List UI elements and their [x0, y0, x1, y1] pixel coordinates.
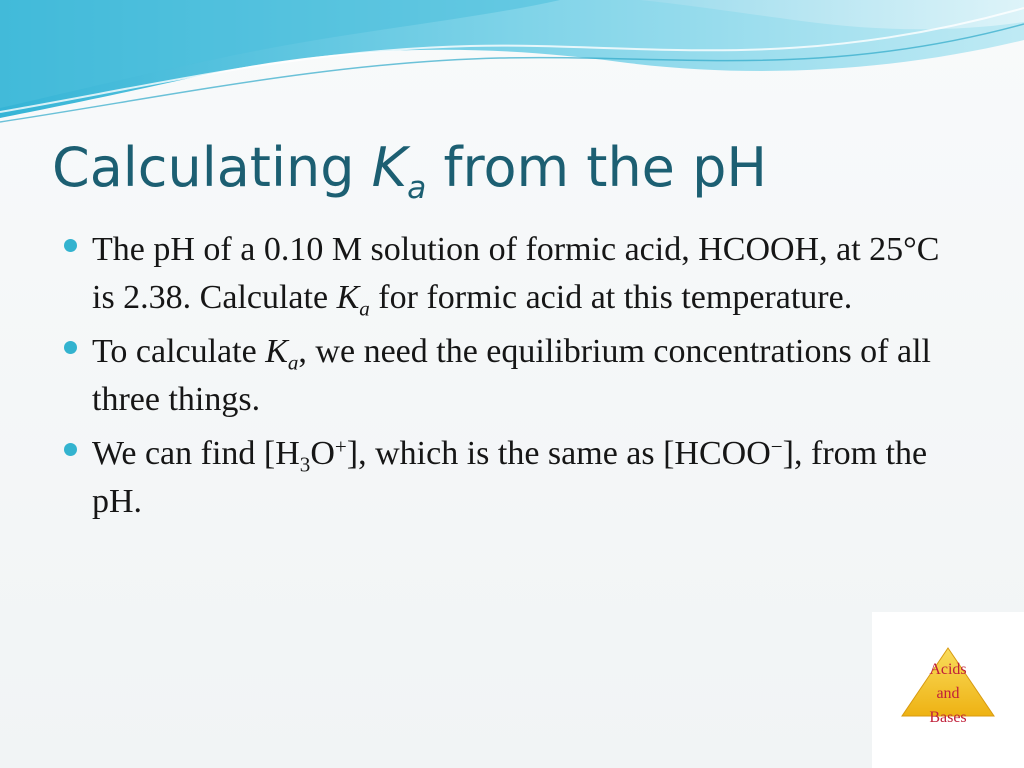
bullet-3-text: We can find [H	[92, 435, 300, 472]
bullet-item-problem-statement	[64, 226, 944, 322]
bullet-list	[64, 226, 944, 532]
bullet-marker-icon	[64, 443, 77, 456]
bullet-1-text: The pH of a 0.10 M solution of formic acid, HCOOH, at 25°C is 2.38. Calculate	[92, 231, 940, 316]
acids-bases-logo	[872, 612, 1024, 768]
bullet-3-superscript-minus: −	[770, 434, 783, 459]
bullet-3-text-o: O	[310, 435, 335, 472]
slide-title	[52, 128, 767, 208]
title-prefix: Calculating	[52, 136, 372, 199]
bullet-2-text: To calculate	[92, 333, 266, 370]
bullet-item-hydronium	[64, 430, 944, 526]
title-suffix: from the pH	[426, 136, 767, 199]
bullet-item-equilibrium	[64, 328, 944, 424]
logo-text	[912, 658, 984, 730]
logo-line-bases: Bases	[929, 709, 967, 726]
title-k-symbol: K	[371, 136, 408, 199]
bullet-2-text-end: , we need the equilibrium concentrations of all three things.	[92, 333, 931, 418]
logo-line-and: and	[936, 685, 960, 702]
bullet-marker-icon	[64, 239, 77, 252]
bullet-1-text-end: for formic acid at this temperature.	[369, 279, 853, 316]
header-wave-decoration	[0, 0, 1024, 130]
bullet-marker-icon	[64, 341, 77, 354]
bullet-2-k-subscript: a	[287, 350, 299, 375]
bullet-3-text-middle: ], which is the same as [HCOO	[346, 435, 771, 472]
title-k-subscript: a	[407, 169, 427, 206]
bullet-1-k-symbol: K	[336, 279, 360, 316]
bullet-1-k-subscript: a	[359, 296, 370, 321]
bullet-3-subscript: 3	[299, 452, 311, 477]
bullet-3-text-end: ], from the pH.	[92, 435, 928, 520]
bullet-3-superscript-plus: +	[334, 434, 347, 459]
bullet-2-k-symbol: K	[265, 333, 288, 370]
logo-line-acids: Acids	[929, 661, 967, 678]
